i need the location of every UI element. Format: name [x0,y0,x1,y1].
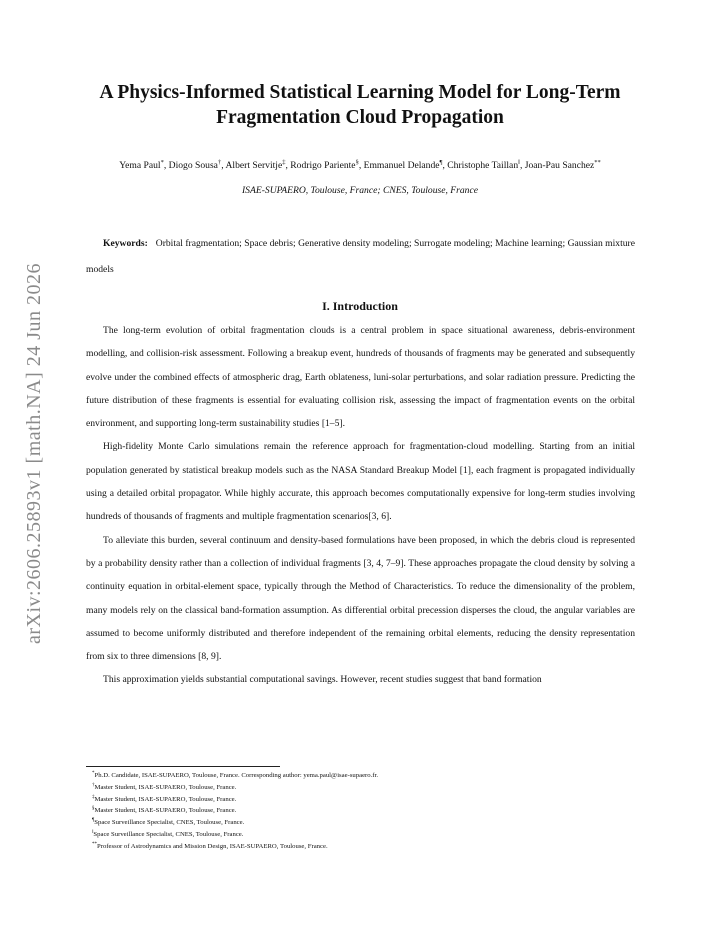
footnote: ¶Space Surveillance Specialist, CNES, Toulouse, France. [92,818,245,827]
author: Rodrigo Pariente§ [290,159,359,172]
footnote: †Master Student, ISAE-SUPAERO, Toulouse, France. [92,782,237,792]
paragraph: This approximation yields substantial computational savings. However, recent studies suggest that band formation [103,674,542,686]
footnote: **Professor of Astrodynamics and Mission Design, ISAE-SUPAERO, Toulouse, France. [92,841,328,851]
author: Diogo Sousa† [168,159,222,172]
footnotes [92,769,632,852]
footnote-rule [86,766,280,767]
author: Emmanuel Delande¶ [363,159,443,172]
author: Christophe Taillan‖ [447,159,520,172]
author-list: Yema Paul*, Diogo Sousa†, Albert Servitje‡, Rodrigo Pariente§, Emmanuel Delande¶, Christophe Taillan‖, Joan-Pau Sanchez** [119,159,601,172]
section-heading: I. Introduction [322,299,398,313]
paper-title: A Physics-Informed Statistical Learning Model for Long-Term Fragmentation Cloud Propagation [99,82,621,128]
footnote: §Master Student, ISAE-SUPAERO, Toulouse, France. [92,806,237,815]
keywords-label: Keywords: [103,238,148,249]
affiliation: ISAE-SUPAERO, Toulouse, France; CNES, Toulouse, France [241,185,478,196]
footnote: ‖Space Surveillance Specialist, CNES, Toulouse, France. [92,830,244,839]
arxiv-watermark [22,238,48,668]
footnote: ‡Master Student, ISAE-SUPAERO, Toulouse, France. [92,794,237,803]
section-body [86,319,635,692]
footnote: *Ph.D. Candidate, ISAE-SUPAERO, Toulouse, France. Corresponding author: yema.paul@isae-supaero.fr. [92,771,379,780]
author: Joan-Pau Sanchez** [524,159,601,172]
paragraph: To alleviate this burden, several continuum and density-based formulations have been proposed, in which the debris cloud is represented by a probability density rather than a collection of individual fragments [3, 4, 7–9]. These approaches propagate the cloud density by solving a continuity equation in orbital-element space, typically through the Method of Characteristics. To reduce the dimensionality of the problem, many models rely on the classical band-formation assumption. As differential orbital precession disperses the cloud, the angular variables are assumed to become uniformly distributed and therefore independent of the remaining orbital elements, reducing the density representation from six to three dimensions [8, 9]. [86,534,635,663]
paragraph: High-fidelity Monte Carlo simulations remain the reference approach for fragmentation-cloud modelling. Starting from an initial population generated by statistical breakup models such as the NASA Standard Breakup Model [1], each fragment is propagated individually using a detailed orbital propagator. While highly accurate, this approach becomes computationally expensive for long-term studies involving hundreds of thousands of fragments and multiple fragmentation scenarios[3, 6]. [86,441,635,523]
keywords-block [86,231,635,282]
keywords-text: Orbital fragmentation; Space debris; Generative density modeling; Surrogate modeling; Machine learning; Gaussian mixture models [86,238,635,275]
arxiv-id: arXiv:2606.25893v1 [math.NA] 24 Jun 2026 [23,262,46,644]
author: Albert Servitje‡ [225,159,286,172]
paragraph: The long-term evolution of orbital fragmentation clouds is a central problem in space situational awareness, debris-environment modelling, and collision-risk assessment. Following a breakup event, hundreds of thousands of fragments may be generated and subsequently evolve under the combined effects of atmospheric drag, Earth oblateness, luni-solar perturbations, and solar radiation pressure. Predicting the future distribution of these fragments is essential for evaluating collision risk, assessing the impact of fragmentation events on the orbital environment, and supporting long-term sustainability studies [1–5]. [86,325,635,430]
author: Yema Paul* [119,159,164,172]
